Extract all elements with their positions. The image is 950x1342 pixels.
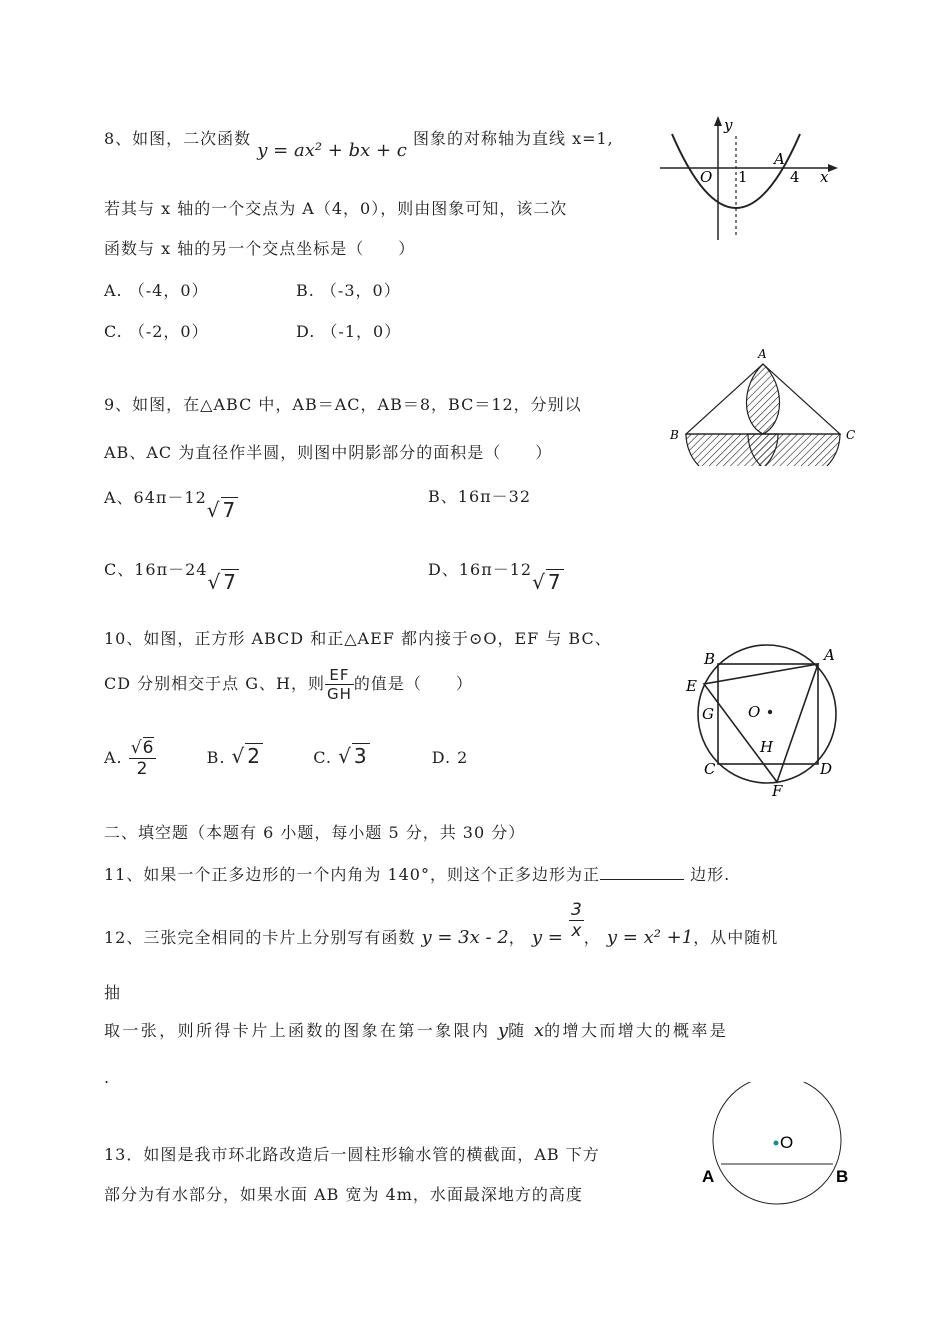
q11-answer-blank [600, 863, 684, 880]
q9-line1: 9、如图，在△ABC 中，AB＝AC，AB＝8，BC＝12，分别以 [104, 395, 582, 414]
q8-option-d: D. （-1，0） [296, 322, 402, 341]
q8-fig-tick-1: 1 [738, 168, 748, 186]
q12-line2: 抽 [104, 983, 122, 1002]
q12-line3: 取一张，则所得卡片上函数的图象在第一象限内 y随 x的增大而增大的概率是 [104, 1020, 729, 1041]
q10-fig-label-e: E [686, 677, 697, 695]
q10-fig-label-f: F [772, 782, 783, 800]
q10-option-b-root: √ 2 [231, 744, 262, 768]
q10-fig-label-d: D [820, 760, 833, 778]
q9-fig-label-a: A [758, 347, 767, 361]
q9-option-a-root: √ 7 [206, 498, 237, 522]
q12-line1: 12、三张完全相同的卡片上分别写有函数 y = 3x - 2， y = $\frac{3}{x}$ ， y = x² +1，从中随机 [104, 900, 779, 948]
q11-text-b: 边形. [690, 865, 731, 884]
q13-fig-label-a: A [702, 1167, 715, 1186]
q9-option-c [104, 556, 239, 594]
q8-option-c: C. （-2，0） [104, 322, 209, 341]
section-fill-in-heading: 二、填空题（本题有 6 小题，每小题 5 分，共 30 分） [104, 823, 526, 842]
q8-line2: 若其与 x 轴的一个交点为 A（4，0），则由图象可知，该二次 [104, 199, 568, 218]
q10-fig-label-a: A [824, 646, 835, 664]
q10-option-c-root: √ 3 [338, 744, 368, 768]
q8-parabola-figure [660, 112, 842, 240]
q8-stem-b: 图象的对称轴为直线 x=1, [412, 129, 614, 148]
q9-option-b: B、16π－32 [428, 487, 531, 506]
q12-text-a: 12、三张完全相同的卡片上分别写有函数 [104, 928, 416, 947]
q9-option-d-root: √ 7 [532, 570, 562, 594]
q10-option-b: B. [206, 748, 226, 767]
q10-fig-label-h: H [760, 738, 774, 756]
q10-fraction: $\frac{EF}{GH}$ [326, 666, 352, 703]
q8-fig-tick-4: 4 [790, 168, 800, 186]
q10-option-c: C. [313, 748, 332, 767]
q10-line2-a: CD 分别相交于点 G、H，则 [104, 674, 325, 693]
q9-option-d [428, 556, 564, 594]
q8-fig-point-a: A [774, 150, 785, 168]
q9-option-c-text: C、16π－24 [104, 560, 208, 579]
q8-line1 [104, 126, 614, 161]
q8-formula: y = ax² + bx + c [257, 140, 407, 161]
q10-fig-label-c: C [704, 760, 716, 778]
q9-fig-label-b: B [670, 428, 679, 442]
q13-pipe-figure [696, 1082, 858, 1206]
q13-fig-label-b: B [836, 1167, 849, 1186]
q8-stem-a: 8、如图，二次函数 [104, 129, 252, 148]
q12-function-1: y = 3x - 2 [421, 927, 509, 948]
q10-option-d: D. 2 [431, 748, 469, 767]
q8-fig-origin: O [700, 168, 713, 186]
q12-text-b: ，从中随机 [693, 928, 779, 947]
q9-line2: AB、AC 为直径作半圆，则图中阴影部分的面积是（ ） [104, 443, 553, 462]
q10-fig-label-o: O [748, 703, 761, 721]
q9-option-a [104, 484, 238, 522]
q10-circle-figure [682, 644, 848, 800]
q9-option-a-text: A、64π－12 [104, 488, 207, 507]
q12-line4: . [104, 1068, 111, 1087]
q10-line1: 10、如图，正方形 ABCD 和正△AEF 都内接于⊙O，EF 与 BC、 [104, 629, 612, 648]
q8-line3: 函数与 x 轴的另一个交点坐标是（ ） [104, 239, 416, 258]
q10-options [104, 738, 468, 779]
q8-fig-y-label: y [724, 116, 733, 134]
q13-line2: 部分为有水部分，如果水面 AB 宽为 4m，水面最深地方的高度 [104, 1185, 583, 1204]
q10-fig-label-g: G [702, 705, 714, 723]
q13-fig-center-o: O [780, 1133, 794, 1152]
q9-option-d-text: D、16π－12 [428, 560, 533, 579]
q12-function-3: y = x² +1 [606, 927, 694, 948]
q10-option-a: A. [104, 748, 123, 767]
q12-function-2-fraction: $\frac{3}{x}$ [570, 900, 582, 941]
q9-triangle-figure [666, 346, 862, 466]
q8-option-b: B. （-3，0） [296, 281, 401, 300]
q10-line2 [104, 666, 473, 703]
q11-text-a: 11、如果一个正多边形的一个内角为 140°，则这个正多边形为正 [104, 865, 600, 884]
q9-fig-label-c: C [846, 428, 856, 442]
q8-option-a: A. （-4，0） [104, 281, 209, 300]
q10-option-a-fraction: $\frac{√6}{2}$ [130, 738, 155, 779]
q13-line1: 13．如图是我市环北路改造后一圆柱形输水管的横截面，AB 下方 [104, 1145, 600, 1164]
q9-option-c-root: √ 7 [207, 570, 237, 594]
q12-function-2-lhs: y = [531, 927, 563, 948]
q11-line [104, 862, 730, 885]
q10-fig-label-b: B [704, 650, 716, 668]
q8-fig-x-label: x [820, 168, 829, 186]
q10-line2-b: 的值是（ ） [353, 674, 473, 693]
